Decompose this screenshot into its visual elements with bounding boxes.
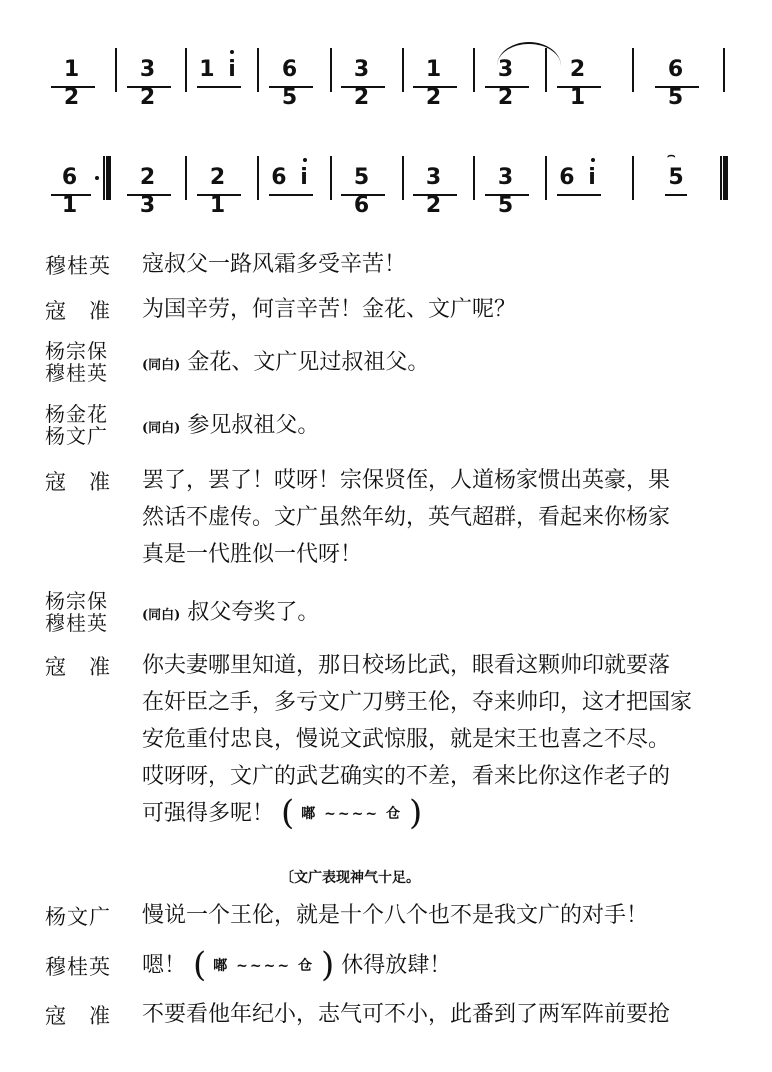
score-note: 3 2 xyxy=(485,56,529,88)
tie-arc xyxy=(497,42,561,66)
dialogue-line: 寇叔父一路风霜多受辛苦！ xyxy=(142,252,407,277)
stage-note: (同白) xyxy=(142,608,181,623)
stage-direction: 〔文广表现神气十足。 xyxy=(280,870,420,886)
dialogue-line: 不要看他年纪小，志气可不小，此番到了两军阵前要抢 xyxy=(142,1002,671,1027)
speaker-name: 杨文广 xyxy=(45,424,108,448)
dialogue-line: 慢说一个王伦，就是十个八个也不是我文广的对手！ xyxy=(142,903,649,928)
dialogue-line: 你夫妻哪里知道，那日校场比武，眼看这颗帅印就要落 xyxy=(142,653,671,678)
bar-line xyxy=(330,156,332,200)
dialogue-line: 参见叔祖父。 xyxy=(187,413,320,438)
score-note: 3 2 xyxy=(127,56,171,88)
dialogue-line: 叔父夸奖了。 xyxy=(187,600,320,625)
open-paren: ( xyxy=(193,945,207,985)
dialogue-line: 安危重付忠良，慢说文武惊服，就是宋王也喜之不尽。 xyxy=(142,727,671,752)
score-note: 3 2 xyxy=(413,164,457,196)
speaker-name: 穆桂英 xyxy=(45,955,111,979)
speaker-name: 寇 准 xyxy=(45,299,111,323)
high-dot xyxy=(303,158,307,162)
bar-line xyxy=(402,156,404,200)
dialogue-line-text: 可强得多呢！ xyxy=(142,801,275,826)
score-line-2 xyxy=(45,148,735,218)
dialogue-text xyxy=(142,291,742,328)
close-paren: ) xyxy=(320,945,335,985)
speaker-name: 杨宗保 xyxy=(45,339,108,363)
score-note: 5 xyxy=(665,164,687,196)
dialogue-line: 为国辛劳，何言辛苦！金花、文广呢？ xyxy=(142,297,517,322)
score-note: 1 2 xyxy=(413,56,457,88)
percussion-cue: 嘟 ~~~~ 仓 xyxy=(301,806,402,822)
score-note: 5 6 xyxy=(341,164,385,196)
speaker-name: 寇 准 xyxy=(45,470,111,494)
stage-note: (同白) xyxy=(142,358,181,373)
dialogue-text xyxy=(142,897,742,934)
dialogue-line: 然话不虚传。文广虽然年幼，英气超群，看起来你杨家 xyxy=(142,505,671,530)
dialogue-line xyxy=(142,795,742,833)
speaker-name: 穆桂英 xyxy=(45,254,111,278)
score-note: 2 1 xyxy=(557,56,601,88)
bar-line xyxy=(632,48,634,92)
score-note: 6 5 xyxy=(269,56,313,88)
bar-line xyxy=(723,48,725,92)
bar-line xyxy=(330,48,332,92)
bar-line xyxy=(185,48,187,92)
fermata-sign: ⌢ xyxy=(667,148,676,163)
stage-note: (同白) xyxy=(142,421,181,436)
score-line-1 xyxy=(45,46,735,110)
score-note: 1 2 xyxy=(51,56,95,88)
dialogue-line: 嗯！ xyxy=(142,953,187,978)
percussion-cue: 嘟 ~~~~ 仓 xyxy=(213,958,314,974)
dialogue-line: 哎呀呀，文广的武艺确实的不差，看来比你这作老子的 xyxy=(142,764,671,789)
dialogue-line: 罢了，罢了！哎呀！宗保贤侄，人道杨家惯出英豪，果 xyxy=(142,468,671,493)
dialogue-text xyxy=(142,462,742,573)
bar-line xyxy=(632,156,634,200)
bar-line xyxy=(473,48,475,92)
score-note: 6 i xyxy=(557,164,601,196)
bar-line xyxy=(115,48,117,92)
speaker-name: 寇 准 xyxy=(45,1004,111,1028)
dialogue-line: 在奸臣之手，多亏文广刀劈王伦，夺来帅印，这才把国家 xyxy=(142,690,693,715)
score-note: 6 5 xyxy=(655,56,699,88)
speaker-name: 穆桂英 xyxy=(45,361,108,385)
score-note: 6 1 xyxy=(51,164,91,196)
bar-line xyxy=(473,156,475,200)
speaker-names xyxy=(45,340,125,384)
double-bar-line xyxy=(720,156,728,200)
bar-line xyxy=(402,48,404,92)
score-note: 6 i xyxy=(269,164,313,196)
dialogue-line: 真是一代胜似一代呀！ xyxy=(142,542,363,567)
speaker-name: 杨文广 xyxy=(45,905,111,929)
score-note: 2 3 xyxy=(127,164,171,196)
dialogue-line: 休得放肆！ xyxy=(341,953,452,978)
high-dot xyxy=(591,158,595,162)
speaker-name: 寇 准 xyxy=(45,655,111,679)
dialogue-text xyxy=(142,647,742,833)
bar-line xyxy=(545,48,547,92)
dot xyxy=(95,176,99,180)
score-note: 1 i xyxy=(197,56,241,88)
bar-line xyxy=(185,156,187,200)
score-note: 2 1 xyxy=(197,164,241,196)
double-bar-line xyxy=(103,156,111,200)
speaker-name: 穆桂英 xyxy=(45,611,108,635)
dialogue-text xyxy=(142,344,742,384)
close-paren: ) xyxy=(408,793,423,833)
speaker-name: 杨宗保 xyxy=(45,589,108,613)
score-note: 3 5 xyxy=(485,164,529,196)
speaker-name: 杨金花 xyxy=(45,402,108,426)
speaker-names xyxy=(45,590,125,634)
bar-line xyxy=(257,156,259,200)
open-paren: ( xyxy=(281,793,295,833)
dialogue-line: 金花、文广见过叔祖父。 xyxy=(187,350,430,375)
bar-line xyxy=(257,48,259,92)
speaker-names xyxy=(45,403,125,447)
bar-line xyxy=(545,156,547,200)
score-note: 3 2 xyxy=(341,56,385,88)
dialogue-text xyxy=(142,996,742,1033)
dialogue-text xyxy=(142,594,742,634)
dialogue-text xyxy=(142,407,742,447)
high-dot xyxy=(230,50,234,54)
dialogue-text xyxy=(142,947,742,985)
dialogue-text xyxy=(142,246,742,283)
